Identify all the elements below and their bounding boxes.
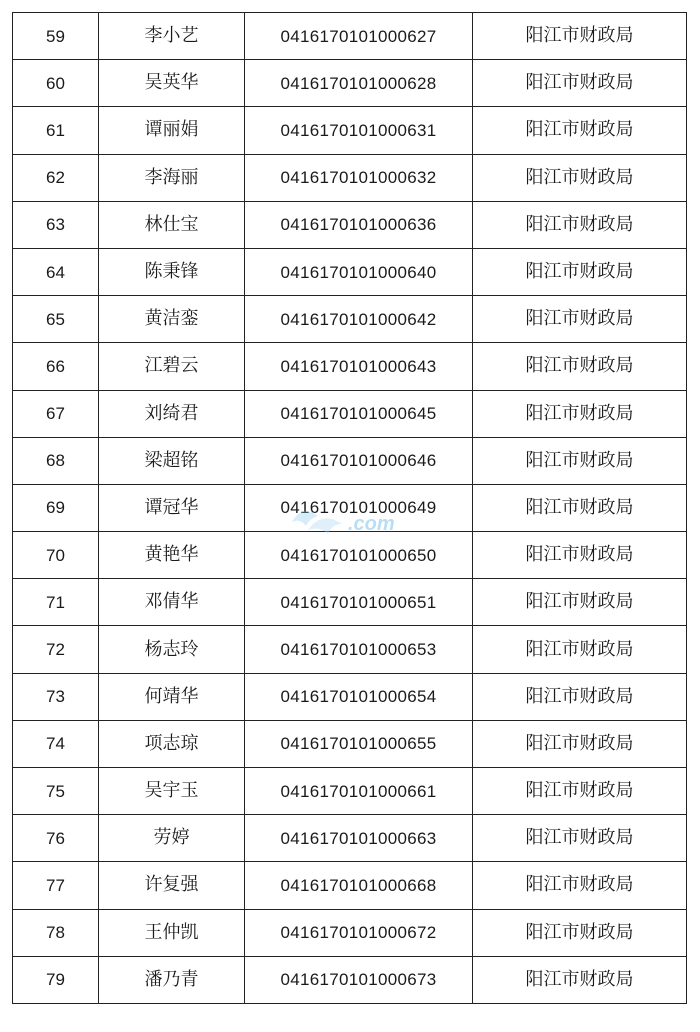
- unit-cell: 阳江市财政局: [473, 60, 687, 107]
- row-number-cell: 71: [13, 579, 99, 626]
- exam-number-cell: 0416170101000672: [245, 909, 473, 956]
- unit-cell: 阳江市财政局: [473, 484, 687, 531]
- unit-cell: 阳江市财政局: [473, 343, 687, 390]
- row-number-cell: 69: [13, 484, 99, 531]
- row-number-cell: 75: [13, 768, 99, 815]
- row-number-cell: 70: [13, 532, 99, 579]
- row-number-cell: 68: [13, 437, 99, 484]
- unit-cell: 阳江市财政局: [473, 154, 687, 201]
- table-row: [13, 484, 687, 531]
- name-cell: 劳婷: [99, 815, 245, 862]
- unit-cell: 阳江市财政局: [473, 815, 687, 862]
- row-number-cell: 65: [13, 296, 99, 343]
- exam-number-cell: 0416170101000631: [245, 107, 473, 154]
- table-row: [13, 956, 687, 1003]
- table-row: [13, 107, 687, 154]
- unit-cell: 阳江市财政局: [473, 673, 687, 720]
- exam-number-cell: 0416170101000645: [245, 390, 473, 437]
- unit-cell: 阳江市财政局: [473, 437, 687, 484]
- unit-cell: 阳江市财政局: [473, 909, 687, 956]
- table-row: [13, 579, 687, 626]
- table-row: [13, 248, 687, 295]
- exam-number-cell: 0416170101000668: [245, 862, 473, 909]
- row-number-cell: 79: [13, 956, 99, 1003]
- row-number-cell: 73: [13, 673, 99, 720]
- watermark-text: .com: [348, 513, 395, 535]
- name-cell: 邓倩华: [99, 579, 245, 626]
- name-cell: 谭丽娟: [99, 107, 245, 154]
- row-number-cell: 77: [13, 862, 99, 909]
- table-row: [13, 60, 687, 107]
- row-number-cell: 67: [13, 390, 99, 437]
- unit-cell: 阳江市财政局: [473, 768, 687, 815]
- exam-number-cell: 0416170101000632: [245, 154, 473, 201]
- table-row: [13, 296, 687, 343]
- exam-number-cell: 0416170101000628: [245, 60, 473, 107]
- roster-body: [13, 13, 687, 1004]
- exam-number-cell: 0416170101000649: [245, 484, 473, 531]
- exam-number-cell: 0416170101000627: [245, 13, 473, 60]
- row-number-cell: 64: [13, 248, 99, 295]
- exam-number-cell: 0416170101000651: [245, 579, 473, 626]
- name-cell: 刘绮君: [99, 390, 245, 437]
- name-cell: 潘乃青: [99, 956, 245, 1003]
- exam-number-cell: 0416170101000654: [245, 673, 473, 720]
- name-cell: 杨志玲: [99, 626, 245, 673]
- name-cell: 吴宇玉: [99, 768, 245, 815]
- exam-number-cell: 0416170101000650: [245, 532, 473, 579]
- unit-cell: 阳江市财政局: [473, 626, 687, 673]
- roster-table: [12, 12, 687, 1004]
- table-row: [13, 390, 687, 437]
- table-row: [13, 720, 687, 767]
- unit-cell: 阳江市财政局: [473, 107, 687, 154]
- exam-number-cell: 0416170101000661: [245, 768, 473, 815]
- name-cell: 李小艺: [99, 13, 245, 60]
- exam-number-cell: 0416170101000646: [245, 437, 473, 484]
- name-cell: 李海丽: [99, 154, 245, 201]
- name-cell: 陈秉锋: [99, 248, 245, 295]
- exam-number-cell: 0416170101000636: [245, 201, 473, 248]
- table-row: [13, 768, 687, 815]
- exam-number-cell: 0416170101000655: [245, 720, 473, 767]
- name-cell: 黄艳华: [99, 532, 245, 579]
- row-number-cell: 63: [13, 201, 99, 248]
- unit-cell: 阳江市财政局: [473, 532, 687, 579]
- unit-cell: 阳江市财政局: [473, 296, 687, 343]
- name-cell: 吴英华: [99, 60, 245, 107]
- name-cell: 梁超铭: [99, 437, 245, 484]
- row-number-cell: 66: [13, 343, 99, 390]
- unit-cell: 阳江市财政局: [473, 201, 687, 248]
- unit-cell: 阳江市财政局: [473, 862, 687, 909]
- unit-cell: 阳江市财政局: [473, 248, 687, 295]
- row-number-cell: 78: [13, 909, 99, 956]
- name-cell: 许复强: [99, 862, 245, 909]
- row-number-cell: 62: [13, 154, 99, 201]
- row-number-cell: 61: [13, 107, 99, 154]
- name-cell: 林仕宝: [99, 201, 245, 248]
- exam-number-cell: 0416170101000642: [245, 296, 473, 343]
- name-cell: 黄洁銮: [99, 296, 245, 343]
- row-number-cell: 59: [13, 13, 99, 60]
- table-row: [13, 343, 687, 390]
- table-row: [13, 13, 687, 60]
- table-row: [13, 909, 687, 956]
- unit-cell: 阳江市财政局: [473, 390, 687, 437]
- name-cell: 江碧云: [99, 343, 245, 390]
- row-number-cell: 74: [13, 720, 99, 767]
- table-row: [13, 437, 687, 484]
- name-cell: 项志琼: [99, 720, 245, 767]
- table-row: [13, 201, 687, 248]
- name-cell: 何靖华: [99, 673, 245, 720]
- exam-number-cell: 0416170101000663: [245, 815, 473, 862]
- unit-cell: 阳江市财政局: [473, 13, 687, 60]
- unit-cell: 阳江市财政局: [473, 579, 687, 626]
- table-row: [13, 626, 687, 673]
- unit-cell: 阳江市财政局: [473, 956, 687, 1003]
- row-number-cell: 60: [13, 60, 99, 107]
- table-row: [13, 532, 687, 579]
- table-row: [13, 815, 687, 862]
- table-row: [13, 154, 687, 201]
- exam-number-cell: 0416170101000643: [245, 343, 473, 390]
- exam-number-cell: 0416170101000640: [245, 248, 473, 295]
- table-row: [13, 862, 687, 909]
- exam-number-cell: 0416170101000673: [245, 956, 473, 1003]
- name-cell: 王仲凯: [99, 909, 245, 956]
- table-row: [13, 673, 687, 720]
- row-number-cell: 72: [13, 626, 99, 673]
- unit-cell: 阳江市财政局: [473, 720, 687, 767]
- exam-number-cell: 0416170101000653: [245, 626, 473, 673]
- row-number-cell: 76: [13, 815, 99, 862]
- name-cell: 谭冠华: [99, 484, 245, 531]
